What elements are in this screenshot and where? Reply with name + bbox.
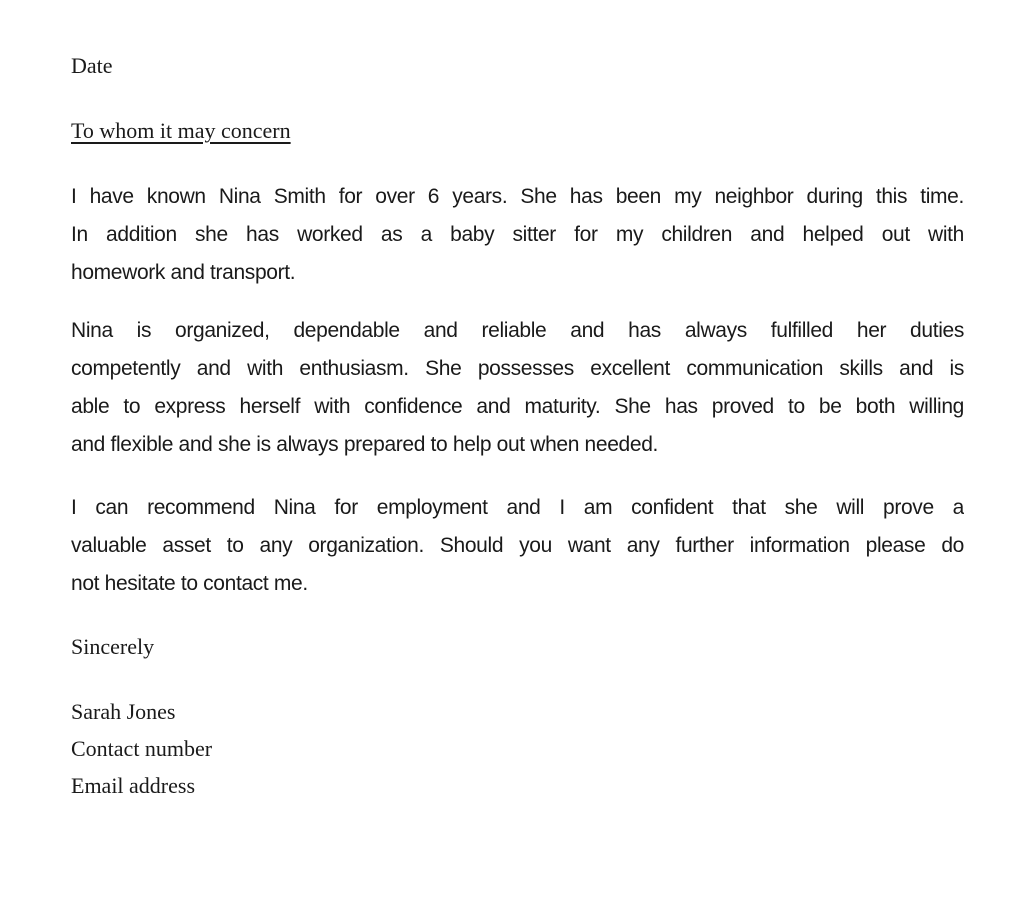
- paragraph-line: able to express herself with confidence and maturity. She has proved to be both willing: [71, 395, 964, 418]
- paragraph-line: not hesitate to contact me.: [71, 572, 308, 595]
- paragraph-line: I have known Nina Smith for over 6 years. She has been my neighbor during this time.: [71, 185, 964, 208]
- paragraph-recommendation: [71, 489, 964, 603]
- paragraph-introduction: [71, 178, 964, 292]
- signature-contact-number: Contact number: [71, 736, 213, 761]
- paragraph-line: Nina is organized, dependable and reliable and has always fulfilled her duties: [71, 319, 964, 342]
- date-label: Date: [71, 53, 113, 78]
- paragraph-line: competently and with enthusiasm. She possesses excellent communication skills and is: [71, 357, 964, 380]
- paragraph-line: In addition she has worked as a baby sitter for my children and helped out with: [71, 223, 964, 246]
- paragraph-qualities: [71, 312, 964, 464]
- salutation: To whom it may concern: [71, 118, 291, 143]
- signature-name: Sarah Jones: [71, 699, 176, 724]
- paragraph-line: I can recommend Nina for employment and I am confident that she will prove a: [71, 496, 964, 519]
- paragraph-line: and flexible and she is always prepared to help out when needed.: [71, 433, 659, 456]
- signature-email-address: Email address: [71, 773, 196, 798]
- closing: Sincerely: [71, 634, 155, 659]
- paragraph-line: valuable asset to any organization. Should you want any further information please do: [71, 534, 964, 557]
- paragraph-line: homework and transport.: [71, 261, 296, 284]
